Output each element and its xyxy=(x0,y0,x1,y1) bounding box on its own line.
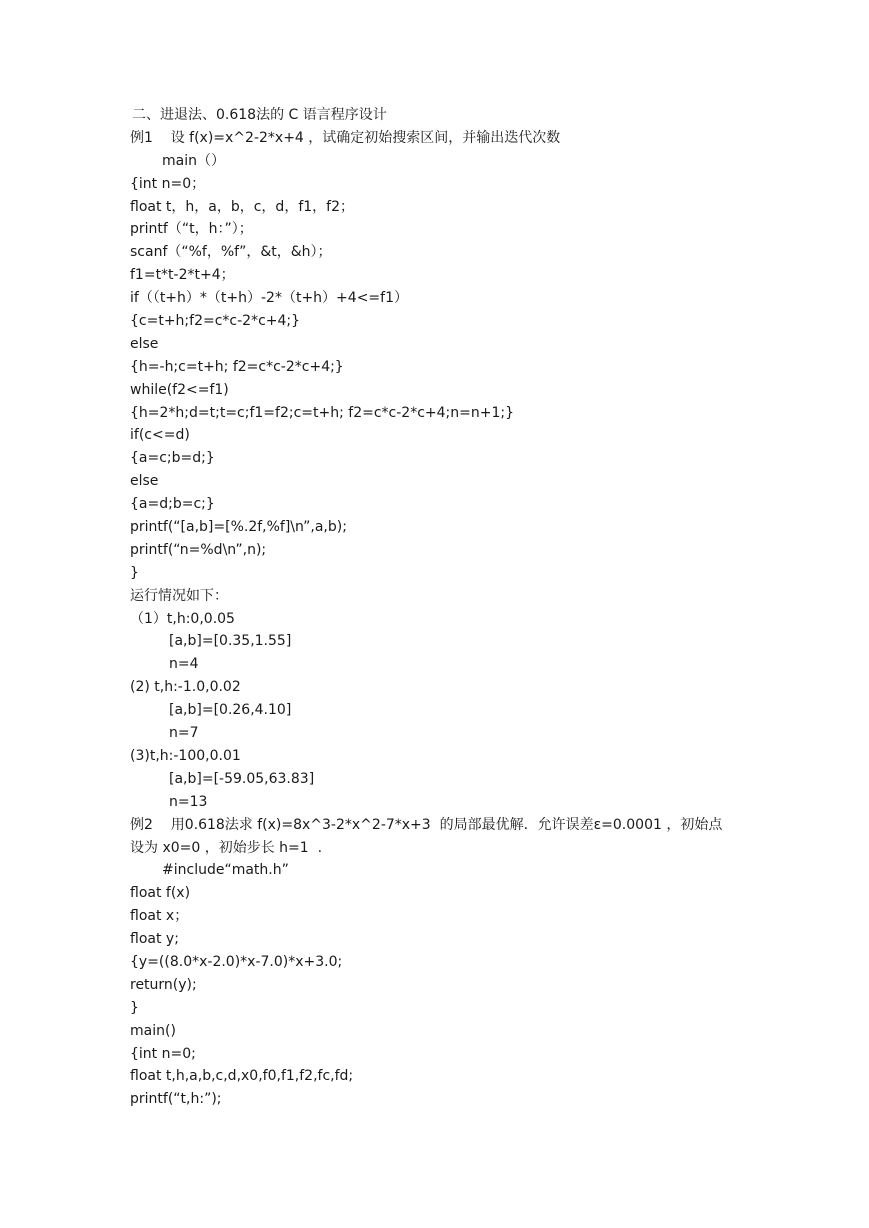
code-line: {a=d;b=c;} xyxy=(130,496,215,513)
code-line: printf(“n=%d\n”,n); xyxy=(130,541,267,558)
code-line: float f(x) xyxy=(130,885,191,902)
code-line: else xyxy=(130,335,159,352)
run-case-output: n=4 xyxy=(169,656,199,673)
code-line: {h=-h;c=t+h; f2=c*c-2*c+4;} xyxy=(130,358,344,375)
code-line: } xyxy=(130,564,139,581)
run-case-output: [a,b]=[0.35,1.55] xyxy=(169,633,292,650)
code-line: while(f2<=f1) xyxy=(130,381,229,398)
example-1-statement: 例1 设 f(x)=x^2-2*x+4 ，试确定初始搜索区间，并输出迭代次数 xyxy=(130,129,561,146)
run-case-output: [a,b]=[-59.05,63.83] xyxy=(169,770,315,787)
run-case-output: [a,b]=[0.26,4.10] xyxy=(169,702,292,719)
example-2-statement: 例2 用0.618法求 f(x)=8x^3-2*x^2-7*x+3 的局部最优解．允许误差ε=0.0001 ，初始点 xyxy=(130,816,723,833)
run-case-output: n=7 xyxy=(169,725,199,742)
code-line: f1=t*t-2*t+4； xyxy=(130,267,235,284)
document-body xyxy=(0,104,869,1111)
code-line: printf(“[a,b]=[%.2f,%f]\n”,a,b); xyxy=(130,519,347,536)
section-heading: 二、进退法、0.618法的 C 语言程序设计 xyxy=(132,107,387,123)
code-line: {int n=0； xyxy=(130,175,206,192)
code-line: printf(“t,h:”); xyxy=(130,1091,222,1108)
code-line: return(y); xyxy=(130,976,197,993)
code-line: #include“math.h” xyxy=(162,862,289,879)
code-line: {y=((8.0*x-2.0)*x-7.0)*x+3.0; xyxy=(130,953,343,970)
code-line: printf（“t，h：”）； xyxy=(130,221,253,238)
code-line: if（（t+h）*（t+h）-2*（t+h）+4<=f1） xyxy=(130,290,408,307)
run-case-input: (3)t,h:-100,0.01 xyxy=(130,747,241,764)
code-line: {int n=0; xyxy=(130,1045,196,1062)
code-line: float t,h,a,b,c,d,x0,f0,f1,f2,fc,fd; xyxy=(130,1068,354,1085)
code-line: main（） xyxy=(162,152,225,169)
code-line: else xyxy=(130,473,159,490)
code-line: main() xyxy=(130,1022,176,1039)
code-line: } xyxy=(130,999,139,1016)
run-case-input: (2) t,h:-1.0,0.02 xyxy=(130,679,241,696)
code-line: {a=c;b=d;} xyxy=(130,450,215,467)
example-2-statement-cont: 设为 x0=0 ，初始步长 h=1 . xyxy=(130,839,323,856)
run-results-heading: 运行情况如下： xyxy=(130,587,228,604)
code-line: {c=t+h;f2=c*c-2*c+4;} xyxy=(130,313,301,330)
run-case-input: （1）t,h:0,0.05 xyxy=(130,610,235,627)
code-line: float y; xyxy=(130,931,179,948)
code-line: scanf（“%f，%f”，&t，&h）； xyxy=(130,244,332,261)
code-line: {h=2*h;d=t;t=c;f1=f2;c=t+h; f2=c*c-2*c+4;n=n+1;} xyxy=(130,404,514,421)
run-case-output: n=13 xyxy=(169,793,208,810)
code-line: if(c<=d) xyxy=(130,427,190,444)
code-line: float x； xyxy=(130,908,189,925)
code-line: float t，h，a，b，c，d，f1，f2； xyxy=(130,198,354,215)
